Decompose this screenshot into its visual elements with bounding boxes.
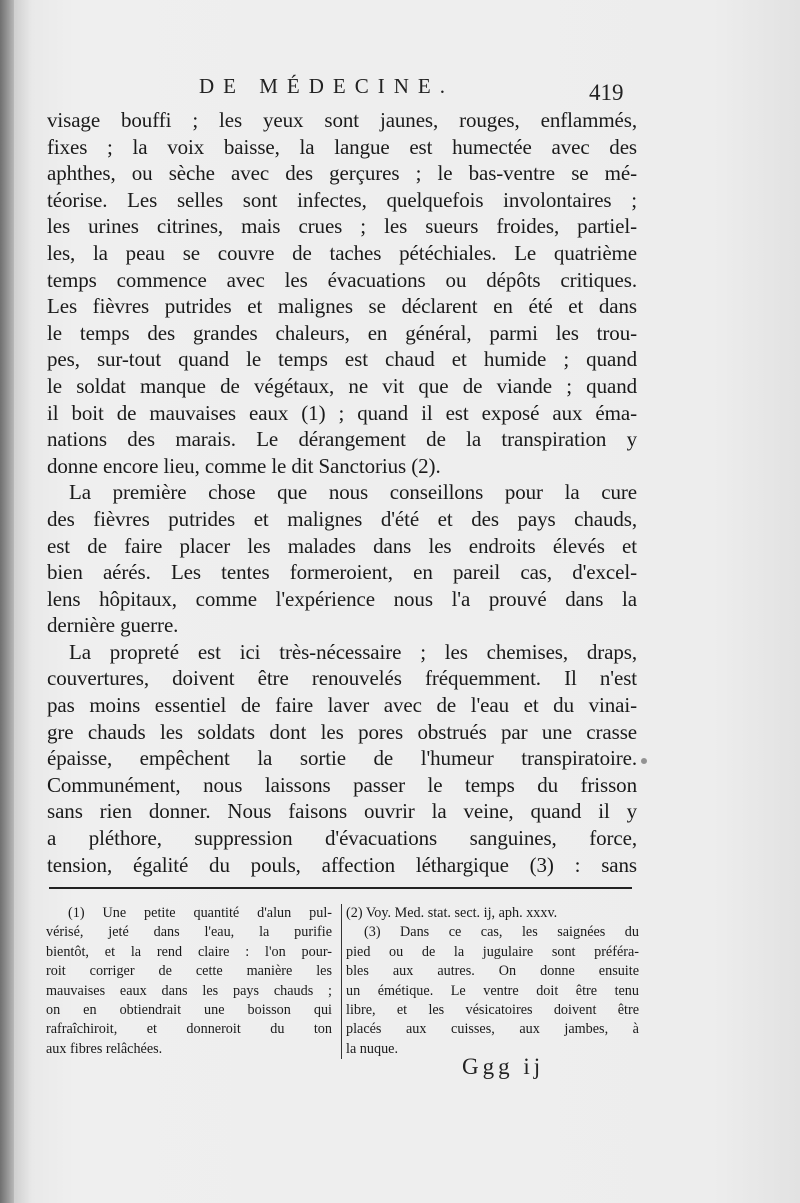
- text-line: La propreté est ici très-nécessaire ; les chemises, draps,: [69, 639, 637, 664]
- footnote-line: on en obtiendrait une boisson qui: [46, 1001, 332, 1018]
- text-line: sans rien donner. Nous faisons ouvrir la veine, quand il y: [47, 799, 637, 824]
- text-line: est de faire placer les malades dans les endroits élevés et: [47, 533, 637, 558]
- text-line: le temps des grandes chaleurs, en général, parmi les trou-: [47, 320, 637, 345]
- book-binding-shadow: [0, 0, 14, 1203]
- signature-mark: Ggg ij: [462, 1054, 545, 1079]
- footnote-rule: [49, 887, 632, 889]
- text-line: dernière guerre.: [47, 613, 179, 638]
- text-line: couvertures, doivent être renouvelés fréquemment. Il n'est: [47, 666, 637, 691]
- text-line: bien aérés. Les tentes formeroient, en pareil cas, d'excel-: [47, 560, 637, 585]
- text-line: a pléthore, suppression d'évacuations sanguines, force,: [47, 826, 637, 851]
- footnote-line: bientôt, et la rend claire : l'on pour-: [46, 943, 332, 960]
- footnote-line: libre, et les vésicatoires doivent être: [346, 1001, 639, 1018]
- text-line: épaisse, empêchent la sortie de l'humeur transpiratoire.: [47, 746, 637, 771]
- page-number: 419: [589, 80, 624, 105]
- text-line: donne encore lieu, comme le dit Sanctorius (2).: [47, 453, 441, 478]
- footnote-line: vérisé, jeté dans l'eau, la purifie: [46, 924, 332, 941]
- text-line: fixes ; la voix baisse, la langue est humectée avec des: [47, 134, 637, 159]
- footnote-line: bles aux autres. On donne ensuite: [346, 963, 639, 980]
- footnote-line: (2) Voy. Med. stat. sect. ij, aph. xxxv.: [346, 905, 558, 921]
- text-line: aphthes, ou sèche avec des gerçures ; le bas-ventre se mé-: [47, 161, 637, 186]
- footnote-line: roit corriger de cette manière les: [46, 963, 332, 980]
- footnote-line: aux fibres relâchées.: [46, 1040, 163, 1057]
- text-line: gre chauds les soldats dont les pores obstrués par une crasse: [47, 719, 637, 744]
- text-line: Communément, nous laissons passer le temps du frisson: [47, 772, 637, 797]
- text-line: Les fièvres putrides et malignes se déclarent en été et dans: [47, 294, 637, 319]
- text-line: les urines citrines, mais crues ; les sueurs froides, partiel-: [47, 214, 637, 239]
- body-text: [47, 107, 637, 878]
- footnote-line: (1) Une petite quantité d'alun pul-: [68, 905, 332, 921]
- footnote-line: un émétique. Le ventre doit être tenu: [346, 982, 639, 999]
- book-page: [14, 0, 800, 1203]
- text-line: pas moins essentiel de faire laver avec de l'eau et du vinai-: [47, 693, 637, 718]
- ink-smudge: [641, 758, 647, 764]
- footnote-line: (3) Dans ce cas, les saignées du: [364, 924, 639, 941]
- text-line: La première chose que nous conseillons pour la cure: [69, 480, 637, 505]
- text-line: des fièvres putrides et malignes d'été et des pays chauds,: [47, 506, 637, 531]
- text-line: pes, sur-tout quand le temps est chaud et humide ; quand: [47, 347, 637, 372]
- footnotes-left-column: [46, 904, 332, 1059]
- text-line: temps commence avec les évacuations ou dépôts critiques.: [47, 267, 637, 292]
- text-line: tension, égalité du pouls, affection léthargique (3) : sans: [47, 852, 637, 877]
- text-line: téorise. Les selles sont infectes, quelquefois involontaires ;: [47, 187, 637, 212]
- footnote-line: pied ou de la jugulaire sont préféra-: [346, 943, 639, 960]
- text-line: les, la peau se couvre de taches pétéchiales. Le quatrième: [47, 240, 637, 265]
- footnote-line: la nuque.: [346, 1040, 399, 1057]
- text-line: visage bouffi ; les yeux sont jaunes, rouges, enflammés,: [47, 108, 637, 132]
- text-line: nations des marais. Le dérangement de la transpiration y: [47, 427, 637, 452]
- running-title: DE MÉDECINE.: [199, 74, 454, 98]
- text-line: lens hôpitaux, comme l'expérience nous l'a prouvé dans la: [47, 586, 637, 611]
- text-line: le soldat manque de végétaux, ne vit que de viande ; quand: [47, 373, 637, 398]
- footnote-line: rafraîchiroit, et donneroit du ton: [46, 1021, 332, 1038]
- footnote-line: mauvaises eaux dans les pays chauds ;: [46, 982, 332, 999]
- footnotes-right-column: [341, 904, 639, 1059]
- footnote-line: placés aux cuisses, aux jambes, à: [346, 1021, 639, 1038]
- page-header: [189, 74, 639, 106]
- text-line: il boit de mauvaises eaux (1) ; quand il est exposé aux éma-: [47, 400, 637, 425]
